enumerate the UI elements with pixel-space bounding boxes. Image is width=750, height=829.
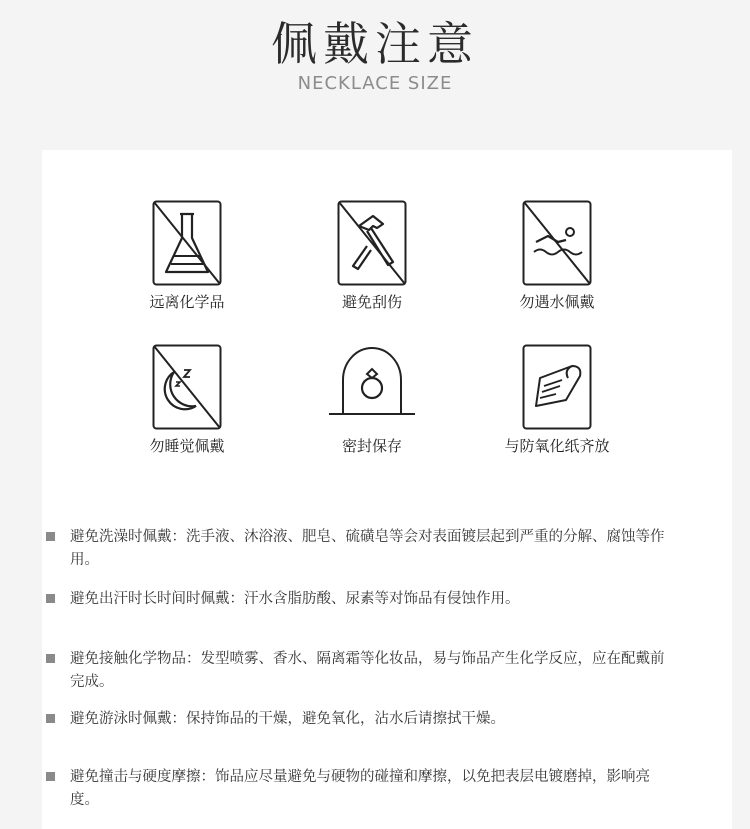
list-item [46, 526, 666, 572]
swimmer-icon [522, 200, 592, 286]
care-item-label: 勿睡觉佩戴 [149, 437, 225, 455]
care-item-paper [457, 344, 657, 456]
page-title: 佩戴注意 [271, 17, 479, 71]
care-item-sealed [272, 344, 472, 456]
bullet-square-icon [46, 594, 55, 603]
bullet-square-icon [46, 772, 55, 781]
care-item-scratch [272, 200, 472, 312]
sleep-icon [152, 344, 222, 430]
note-text: 避免游泳时佩戴：保持饰品的干燥，避免氧化，沾水后请擦拭干燥。 [70, 711, 505, 727]
ring-box-icon [327, 344, 417, 430]
list-item [46, 588, 666, 611]
hammer-icon [337, 200, 407, 286]
bullet-square-icon [46, 654, 55, 663]
note-text: 避免洗澡时佩戴：洗手液、沐浴液、肥皂、硫磺皂等会对表面镀层起到严重的分解、腐蚀等作用。 [70, 529, 665, 568]
list-item [46, 766, 666, 812]
note-text: 避免接触化学物品：发型喷雾、香水、隔离霜等化妆品，易与饰品产生化学反应，应在配戴前完成。 [70, 651, 665, 690]
list-item [46, 708, 666, 731]
care-item-label: 与防氧化纸齐放 [504, 437, 610, 455]
care-item-chemicals [87, 200, 287, 312]
care-item-water [457, 200, 657, 312]
bullet-square-icon [46, 714, 55, 723]
care-item-label: 密封保存 [341, 437, 402, 455]
page-subtitle: NECKLACE SIZE [297, 73, 453, 94]
care-item-label: 勿遇水佩戴 [519, 293, 595, 311]
note-text: 避免撞击与硬度摩擦：饰品应尽量避免与硬物的碰撞和摩擦，以免把表层电镀磨掉，影响亮度。 [70, 769, 650, 808]
care-item-sleep [87, 344, 287, 456]
flask-icon [152, 200, 222, 286]
bullet-square-icon [46, 532, 55, 541]
care-item-label: 避免刮伤 [341, 293, 402, 311]
care-item-label: 远离化学品 [149, 293, 225, 311]
paper-roll-icon [522, 344, 592, 430]
note-text: 避免出汗时长时间时佩戴：汗水含脂肪酸、尿素等对饰品有侵蚀作用。 [70, 591, 520, 607]
list-item [46, 648, 666, 694]
